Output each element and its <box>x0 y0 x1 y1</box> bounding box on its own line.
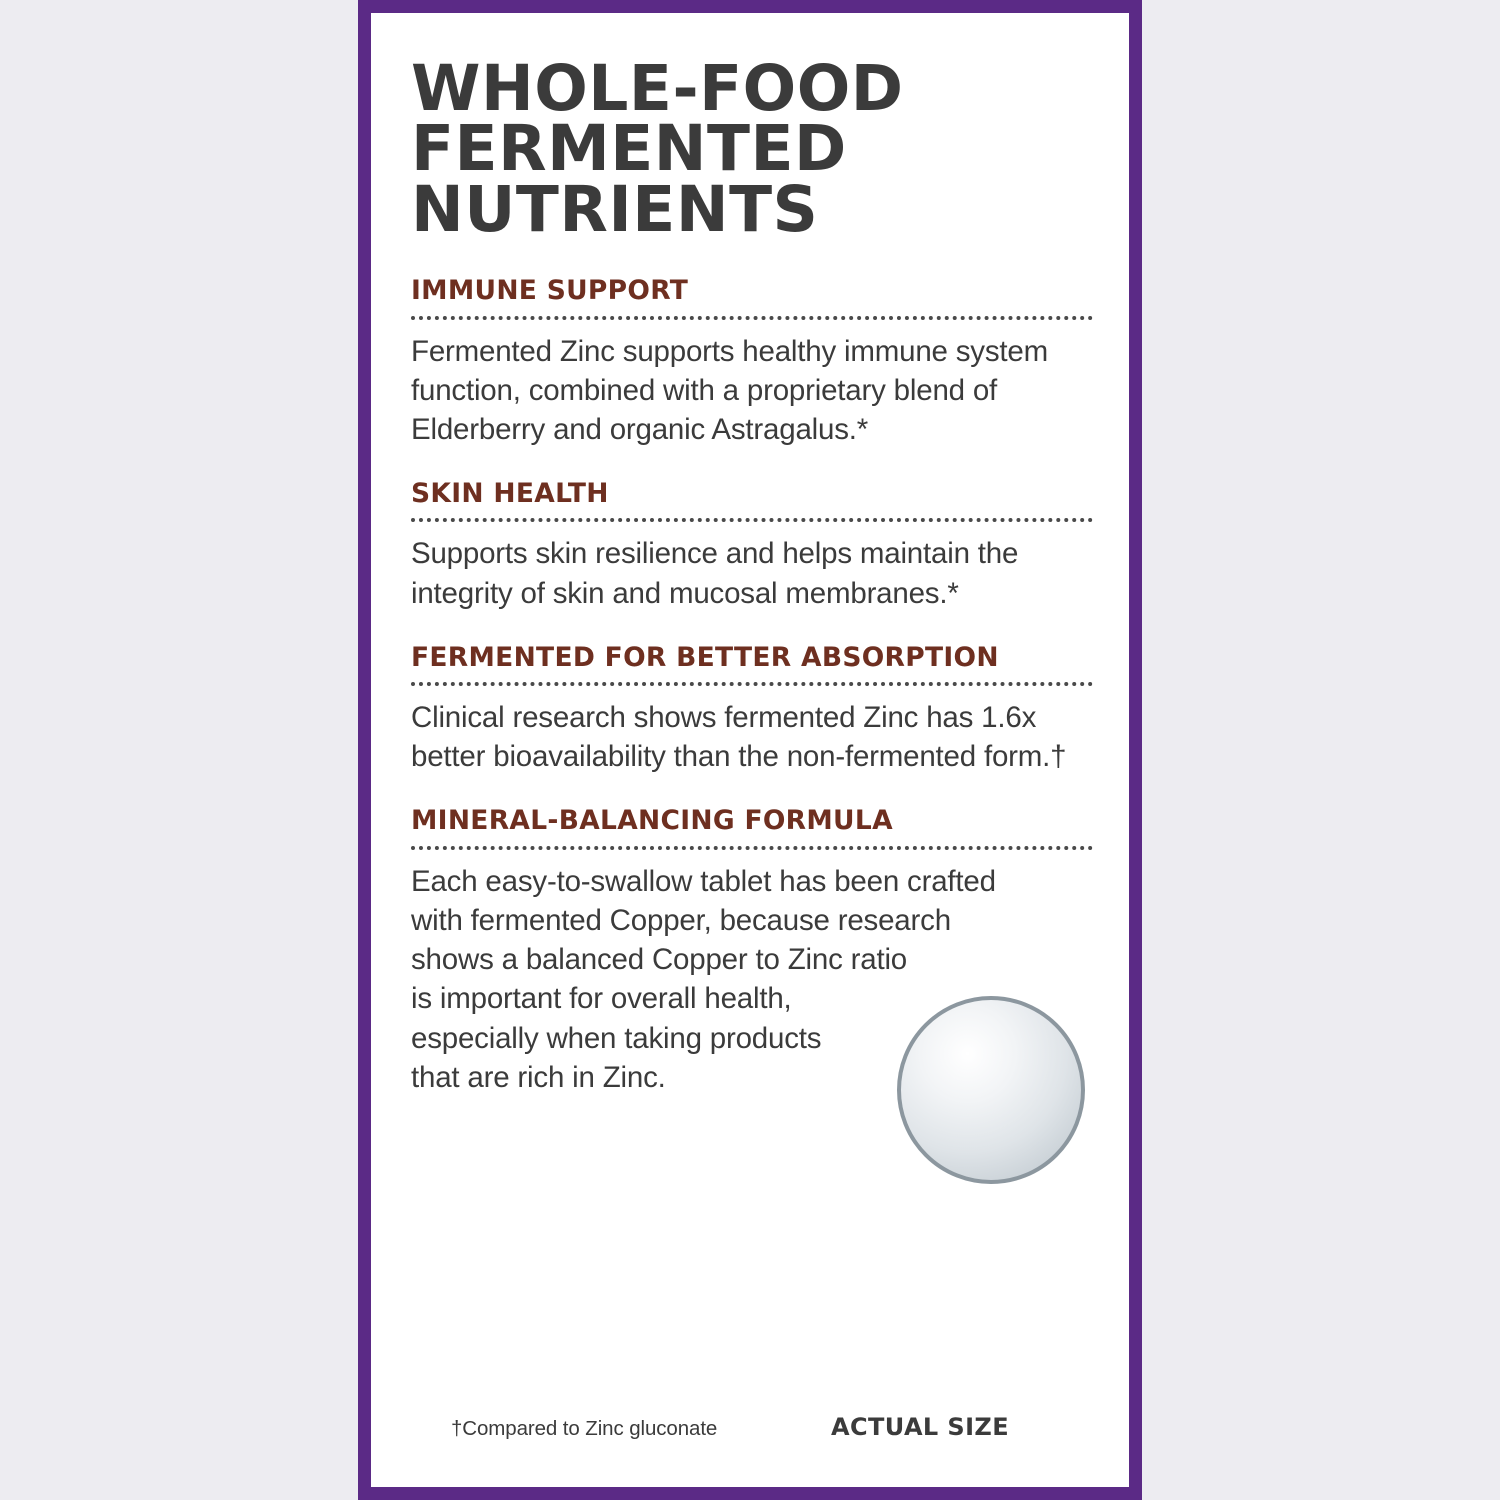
body-line: Supports skin resilience and helps maintain the <box>411 537 1019 571</box>
section-mineral-balancing <box>411 806 1093 1097</box>
section-title: IMMUNE SUPPORT <box>411 275 689 307</box>
section-body <box>411 534 1093 612</box>
product-label-panel <box>358 0 1142 1500</box>
section-body <box>411 332 1093 450</box>
body-line: Fermented Zinc supports healthy immune system <box>411 334 1048 368</box>
body-line: that are rich in Zinc. <box>411 1060 666 1094</box>
headline-line-2: FERMENTED <box>411 112 847 186</box>
footnote-text: †Compared to Zinc gluconate <box>451 1417 718 1440</box>
dotted-divider <box>411 678 1093 686</box>
body-line: Clinical research shows fermented Zinc has 1.6x <box>411 701 1037 734</box>
headline-line-3: NUTRIENTS <box>411 172 819 246</box>
section-fermented-absorption <box>411 643 1093 777</box>
body-line: is important for overall health, <box>411 982 792 1016</box>
body-line: function, combined with a proprietary blend of <box>411 373 998 407</box>
section-body <box>411 698 1093 776</box>
headline-line-1: WHOLE-FOOD <box>411 52 904 125</box>
section-title: SKIN HEALTH <box>411 478 609 510</box>
section-title: MINERAL-BALANCING FORMULA <box>411 805 893 837</box>
dotted-divider <box>411 312 1093 320</box>
body-line: integrity of skin and mucosal membranes.* <box>411 576 959 610</box>
panel-content <box>411 13 1093 1487</box>
actual-size-label: ACTUAL SIZE <box>831 1413 1009 1441</box>
body-line: especially when taking products <box>411 1021 822 1055</box>
section-immune-support <box>411 276 1093 449</box>
section-title: FERMENTED FOR BETTER ABSORPTION <box>411 641 999 673</box>
dotted-divider <box>411 842 1093 850</box>
dotted-divider <box>411 514 1093 522</box>
body-line: better bioavailability than the non-fermented form.† <box>411 740 1067 774</box>
body-line: Each easy-to-swallow tablet has been crafted <box>411 864 996 898</box>
body-line: Elderberry and organic Astragalus.* <box>411 413 869 447</box>
tablet-pill-icon <box>897 996 1085 1184</box>
page-title <box>411 52 1093 246</box>
label-footer <box>451 1413 1057 1441</box>
body-line: shows a balanced Copper to Zinc ratio <box>411 943 908 977</box>
section-skin-health <box>411 479 1093 613</box>
body-line: with fermented Copper, because research <box>411 903 951 937</box>
